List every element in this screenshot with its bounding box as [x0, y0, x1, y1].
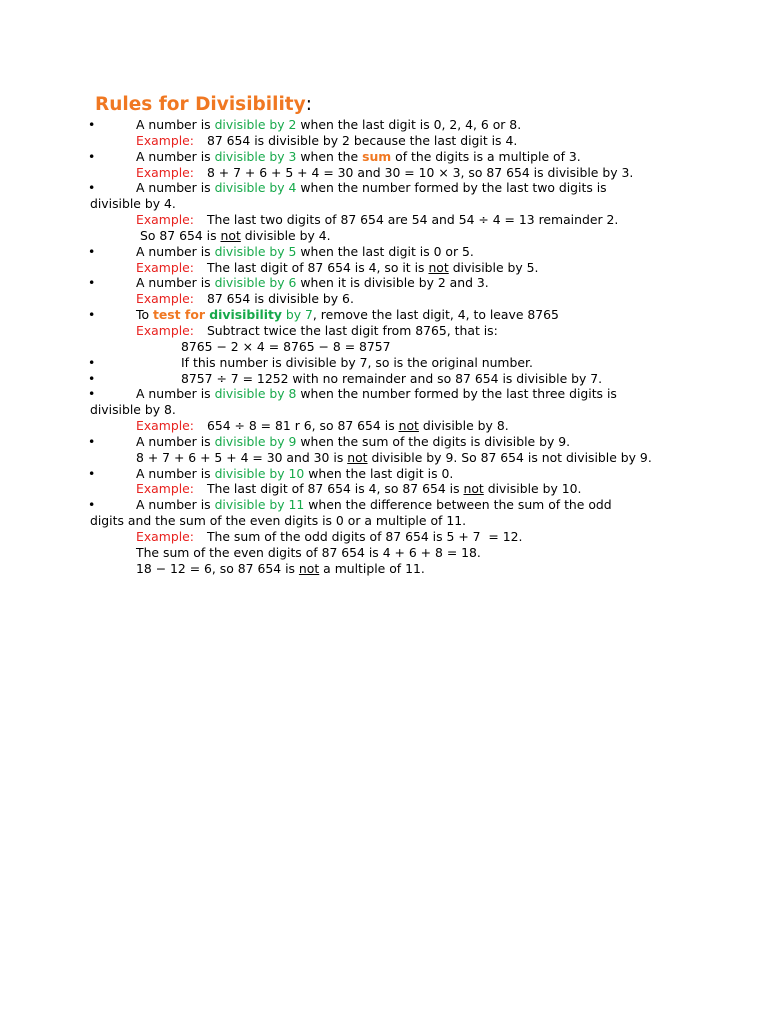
rule-divisible-by-10: A number is divisible by 10 when the last digit is 0. [136, 466, 454, 481]
bullet-glyph: • [88, 149, 96, 164]
example-line: Example: Subtract twice the last digit from 8765, that is: [136, 323, 498, 338]
example-line: 18 − 12 = 6, so 87 654 is not a multiple of 11. [136, 561, 425, 576]
bullet-glyph: • [88, 434, 96, 449]
rule-keyword: divisible by 5 [214, 244, 297, 259]
rule-divisible-by-11: A number is divisible by 11 when the difference between the sum of the odd [136, 497, 612, 512]
rule-keyword: divisible by 9 [214, 434, 297, 449]
title-text: Rules for Divisibility [95, 94, 306, 115]
sum-keyword: sum [362, 149, 392, 164]
rule-divisible-by-7: To test for divisibility by 7, remove the last digit, 4, to leave 8765 [136, 307, 559, 322]
calculation-line: 8765 − 2 × 4 = 8765 − 8 = 8757 [181, 339, 391, 354]
example-label: Example: [136, 481, 194, 496]
example-label: Example: [136, 418, 194, 433]
rule-divisible-by-3: A number is divisible by 3 when the sum of the digits is a multiple of 3. [136, 149, 581, 164]
bullet-glyph: • [88, 244, 96, 259]
divisibility-keyword: divisibility [209, 307, 282, 322]
example-label: Example: [136, 260, 194, 275]
title-colon: : [305, 94, 312, 115]
rule-divisible-by-5: A number is divisible by 5 when the last digit is 0 or 5. [136, 244, 474, 259]
test-for-keyword: test for [152, 307, 210, 322]
rule-divisible-by-8: A number is divisible by 8 when the number formed by the last three digits is [136, 386, 617, 401]
example-label: Example: [136, 212, 194, 227]
example-line: Example: 87 654 is divisible by 2 because the last digit is 4. [136, 133, 518, 148]
example-line: Example: The last two digits of 87 654 are 54 and 54 ÷ 4 = 13 remainder 2. [136, 212, 619, 227]
rule-continuation: divisible by 4. [90, 196, 176, 211]
example-label: Example: [136, 133, 194, 148]
bullet-glyph: • [88, 371, 96, 386]
rule-keyword: divisible by 8 [214, 386, 297, 401]
rule-keyword: divisible by 2 [214, 117, 297, 132]
note-line: If this number is divisible by 7, so is the original number. [181, 355, 533, 370]
rule-divisible-by-6: A number is divisible by 6 when it is divisible by 2 and 3. [136, 275, 489, 290]
example-line: 8 + 7 + 6 + 5 + 4 = 30 and 30 is not divisible by 9. So 87 654 is not divisible by 9. [136, 450, 652, 465]
example-line: Example: 8 + 7 + 6 + 5 + 4 = 30 and 30 = 10 × 3, so 87 654 is divisible by 3. [136, 165, 634, 180]
rule-keyword: by 7 [281, 307, 313, 322]
bullet-glyph: • [88, 117, 96, 132]
example-label: Example: [136, 529, 194, 544]
page-title [95, 92, 312, 118]
rule-divisible-by-2: A number is divisible by 2 when the last digit is 0, 2, 4, 6 or 8. [136, 117, 522, 132]
bullet-glyph: • [88, 466, 96, 481]
rule-continuation: digits and the sum of the even digits is 0 or a multiple of 11. [90, 513, 467, 528]
bullet-glyph: • [88, 275, 96, 290]
example-line: So 87 654 is not divisible by 4. [140, 228, 331, 243]
example-line: Example: The last digit of 87 654 is 4, so 87 654 is not divisible by 10. [136, 481, 582, 496]
example-line: The sum of the even digits of 87 654 is 4 + 6 + 8 = 18. [136, 545, 481, 560]
rule-keyword: divisible by 11 [214, 497, 305, 512]
rule-keyword: divisible by 6 [214, 275, 297, 290]
example-label: Example: [136, 291, 194, 306]
rule-continuation: divisible by 8. [90, 402, 176, 417]
example-line: Example: The sum of the odd digits of 87 654 is 5 + 7 = 12. [136, 529, 523, 544]
example-label: Example: [136, 323, 194, 338]
rule-divisible-by-4: A number is divisible by 4 when the number formed by the last two digits is [136, 180, 607, 195]
bullet-glyph: • [88, 386, 96, 401]
note-line: 8757 ÷ 7 = 1252 with no remainder and so 87 654 is divisible by 7. [181, 371, 603, 386]
bullet-glyph: • [88, 307, 96, 322]
rule-divisible-by-9: A number is divisible by 9 when the sum of the digits is divisible by 9. [136, 434, 571, 449]
rule-keyword: divisible by 4 [214, 180, 297, 195]
bullet-glyph: • [88, 497, 96, 512]
example-label: Example: [136, 165, 194, 180]
example-line: Example: 654 ÷ 8 = 81 r 6, so 87 654 is not divisible by 8. [136, 418, 509, 433]
bullet-glyph: • [88, 180, 96, 195]
example-line: Example: 87 654 is divisible by 6. [136, 291, 354, 306]
rule-keyword: divisible by 3 [214, 149, 297, 164]
rule-keyword: divisible by 10 [214, 466, 305, 481]
bullet-glyph: • [88, 355, 96, 370]
example-line: Example: The last digit of 87 654 is 4, so it is not divisible by 5. [136, 260, 539, 275]
